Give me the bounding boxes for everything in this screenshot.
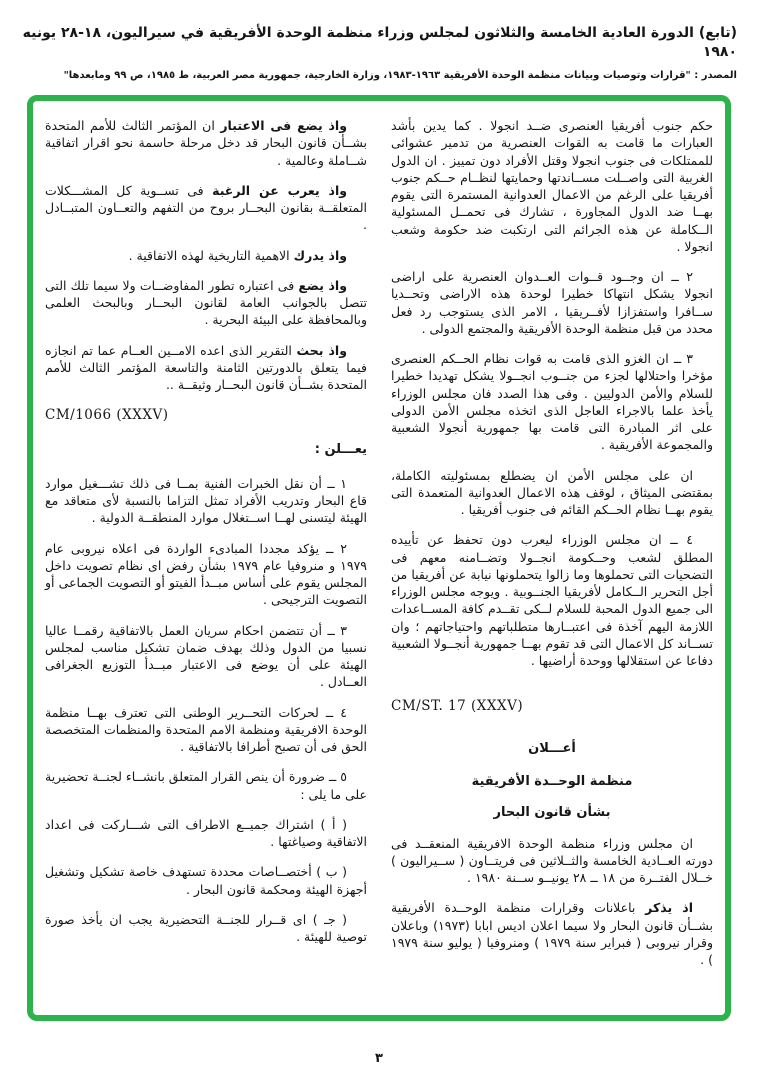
paragraph-session: ان مجلس وزراء منظمة الوحدة الافريقية المنعقــد فى دورته العــادية الخامسة والثــلاثين فى فريتــاون ( ســيراليون ) خــلال الفتــرة من ١٨ ــ ٢٨ يونيــو ســنة ١٩٨٠ . <box>391 835 713 886</box>
declaration-heading: أعـــلان <box>528 740 576 756</box>
paragraph-aware <box>45 247 367 264</box>
paragraph-negotiations-text: فى اعتباره تطور المفاوضــات ولا سيما تلك التى تتصل بالجوانب العامة لقانون البحــار وبالبحث العلمى وبالمحافظة على البيئة البحرية . <box>45 277 367 328</box>
paragraph-negotiations-lead: واذ يضع <box>298 277 347 293</box>
subject-heading: بشأن قانون البحار <box>493 804 611 820</box>
paragraph-negotiations <box>45 277 367 329</box>
paragraph-report-lead: واذ بحث <box>296 342 347 358</box>
paragraph-considering <box>45 117 367 169</box>
header-source-line: المصدر : "قرارات وتوصيات وبيانات منظمة الوحدة الأفريقية ١٩٦٣-١٩٨٣، وزارة الخارجية، جمهورية مصر العربية، ط ١٩٨٥، ص ٩٩ ومابعدها" <box>63 69 737 81</box>
paragraph-aware-text: الاهمية التاريخية لهذه الاتفاقية . <box>128 247 294 263</box>
column-right <box>391 117 713 1005</box>
paragraph-item-4: ٤ ــ ان مجلس الوزراء ليعرب دون تحفظ عن تأييده المطلق لشعب وحــكومة انجــولا وتضــامنه معهم فى التضحيات التى تحملوها وما زالوا يتحملونها نيابة عن أفريقيا من أجل التحرير الــكامل لأفريقيا الجنــوبية . ويوجه مجلس الوزراء الى جميع الدول المحبة للسلام لــكى تقــدم كافة المســاعدات اللازمة اليهم آخذة فى اعتبــارها متطلباتهم واحتياجاتهم ؛ وان تســاند كل الاعمال التى قد تقوم بهــا جمهورية أنجــولا الشعبية دفاعا عن استقلالها ووحدة أراضيها . <box>391 532 713 668</box>
paragraph-desiring-lead: واذ يعرب عن الرغبة <box>212 182 348 198</box>
paragraph-considering-lead: واذ يضع فى الاعتبار <box>220 118 347 133</box>
paragraph-subitem-a: ( أ ) اشتراك جميــع الاطراف التى شـــاركت فى اعداد الاتفاقية وصياغتها . <box>45 816 367 850</box>
header-session-title: (تابع) الدورة العادية الخامسة والثلاثون لمجلس وزراء منظمة الوحدة الأفريقية في سيراليون، ١٨-٢٨ يونيه ١٩٨٠ <box>22 25 737 60</box>
organization-heading: منظمة الوحــدة الأفريقية <box>471 773 633 789</box>
paragraph-aware-lead: واذ يدرك <box>293 247 347 263</box>
paragraph-recalling-lead: اذ يذكر <box>645 900 693 916</box>
resolution-ref-cm-st-17: CM/ST. 17 (XXXV) <box>391 698 524 715</box>
paragraph-subitem-b: ( ب ) أختصــاصات محددة تستهدف خاصة تشكيل وتشغيل أجهزة الهيئة ومحكمة قانون البحار . <box>45 864 367 897</box>
paragraph-intro-continued: حكم جنوب أفريقيا العنصرى ضــد انجولا . كما يدين بأشد العبارات ما قامت به القوات العنصرية من تدمير عشوائى للممتلكات فى جنوب انجولا وقتل الأفراد دون تمييز . ان الدول الغربية التى واصــلت مســاندتها وحمايتها لنظــام حــكم جنوب أفريقيا على الرغم من الاعمال العدوانية المستمرة التى يقوم بهــا ضد الدول المجاورة ، تشارك فى تحمــل المسئولية الــكاملة عن هذه الجرائم التى ارتكبت ضد حكومة وشعب انجولا . <box>391 118 713 254</box>
page-number: ٣ <box>375 1051 383 1066</box>
paragraph-subitem-c: ( جـ ) اى قــرار للجنــة التحضيرية يجب ان يأخذ صورة توصية للهيئة . <box>45 911 367 945</box>
paragraph-declare-5: ٥ ــ ضرورة أن ينص القرار المتعلق بانشــاء لجنــة تحضيرية على ما يلى : <box>45 769 367 802</box>
paragraph-item-2: ٢ ــ ان وجــود قــوات العــدوان العنصرية على اراضى انجولا يشكل انتهاكا خطيرا لوحدة هذه الاراضى وتحــديا ســافرا واستفزازا لأفــريقيا ، الامر الذى يستوجب رد فعل محدد من قبل منظمة الوحدة الأفريقية والمجتمع الدولى . <box>391 269 713 336</box>
paragraph-report <box>45 342 367 394</box>
page-header <box>0 0 758 82</box>
paragraph-recalling <box>391 899 713 968</box>
paragraph-declare-2: ٢ ــ يؤكد مجددا المبادىء الواردة فى اعلاه نيروبى عام ١٩٧٩ و منروفيا عام ١٩٧٩ بشأن رفض اى نظام تصويت داخل المجلس يقوم على أساس مبــدأ الفيتو أو التصويت الجماعى أو التصويت الترجيحى . <box>45 540 367 608</box>
paragraph-security-council: ان على مجلس الأمن ان يضطلع بمسئوليته الكاملة، بمقتضى الميثاق ، لوقف هذه الاعمال العدوانية المتعمدة التى يقوم بهــا نظام الحــكم القائم فى جنوب أفريقيا . <box>391 467 713 517</box>
column-left <box>45 117 367 1005</box>
document-ref-cm-1066: CM/1066 (XXXV) <box>45 407 169 424</box>
document-frame <box>27 95 731 1021</box>
paragraph-desiring <box>45 182 367 234</box>
paragraph-declare-1: ١ ــ أن نقل الخبرات الفنية بمــا فى ذلك تشـــغيل موارد قاع البحار وتدريب الأفراد تمثل التزاما بالنسبة لأى متعاقد مع الهيئة ليتسنى لهــا اســتغلال موارد المنطقــة الدولية . <box>45 475 367 526</box>
paragraph-declare-4: ٤ ــ لحركات التحــرير الوطنى التى تعترف بهــا منظمة الوحدة الافريقية ومنظمة الامم المتحدة والمنظمات المتخصصة الحق فى أن تصبح أطرافا بالاتفاقية . <box>45 704 367 755</box>
paragraph-declare-3: ٣ ــ أن تتضمن احكام سريان العمل بالاتفاقية رقمــا عاليا نسبيا من الدول وذلك بهدف ضمان تشكيل مناسب لمجلس الهيئة على أن يوضع فى الاعتبار مبــدأ التوزيع الجغرافى العــادل . <box>45 622 367 690</box>
paragraph-recalling-text: باعلانات وقرارات منظمة الوحــدة الأفريقية بشــأن قانون البحار ولا سيما اعلان اديس ابابا (١٩٧٣) وباعلان وقرار نيروبى ( فبراير سنة ١٩٧٩ ) ومنروفيا ( يوليو سنة ١٩٧٩ ) . <box>391 900 713 968</box>
paragraph-report-text: التقرير الذى اعده الامــين العــام عما تم انجازه فيما يتعلق بالدورتين الثامنة والتاسعة المؤتمر الثالث للأمم المتحدة بشــأن قانون البحــار وثيقــة .. <box>45 342 367 392</box>
paragraph-considering-text: ان المؤتمر الثالث للأمم المتحدة بشــأن قانون البحار قد دخل مرحلة حاسمة نحو اقرار اتفاقية شــاملة وعالمية . <box>45 118 367 168</box>
declares-heading: يعـــلن : <box>314 441 367 457</box>
paragraph-desiring-text: فى تســوية كل المشـــكلات المتعلقــة بقانون البحــار بروح من التفهم والتعــاون المتبــادل . <box>45 182 367 233</box>
paragraph-item-3: ٣ ــ ان الغزو الذى قامت به قوات نظام الحــكم العنصرى مؤخرا واحتلالها لجزء من جنــوب انجــولا يشكل تهديدا خطيرا للسلام والأمن الدوليين . وفى هذا الصدد فان مجلس الوزراء يأخذ علما بالاجراء العاجل الذى اتخذه مجلس الأمن الدولى على اثر المبادرة التى قامت بها جمهورية أنجولا الشعبية والمجموعة الأفريقية . <box>391 351 713 453</box>
